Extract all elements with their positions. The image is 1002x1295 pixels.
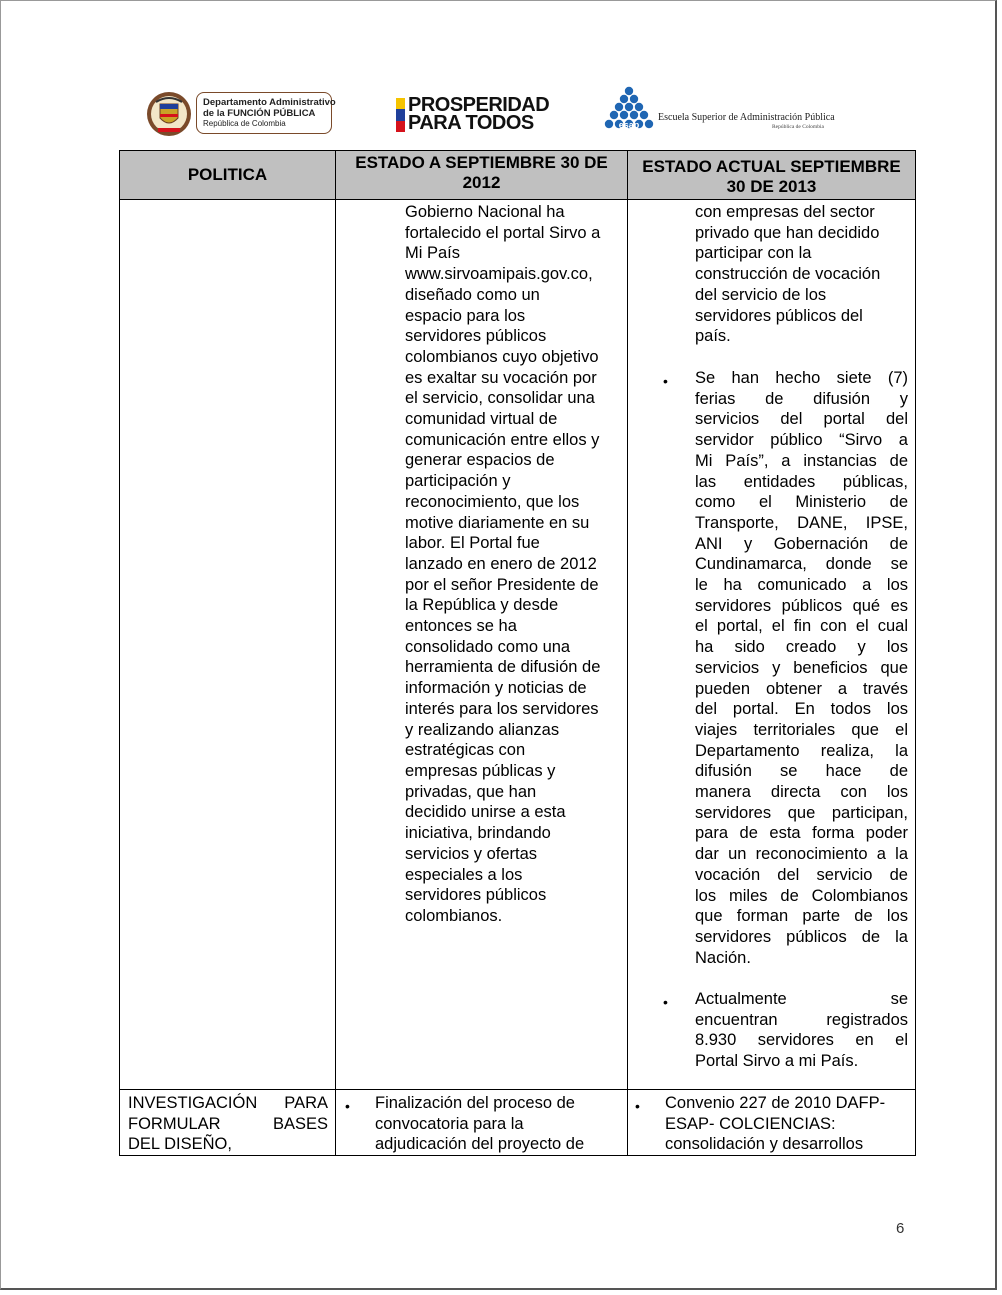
text-line: decidido unirse a esta <box>405 803 566 822</box>
text-line: servicios y beneficios que <box>695 658 908 677</box>
row1-col3-bullet2 <box>695 989 908 1072</box>
text-line: privadas, que han <box>405 782 537 801</box>
text-line: las entidades públicas, <box>695 472 908 491</box>
text-line: pueden obtener a través <box>695 679 908 698</box>
text-line: con empresas del sector <box>695 203 875 221</box>
text-line: el portal, el fin con el cual <box>695 617 908 636</box>
text-line: dar un reconocimiento a la <box>695 845 908 864</box>
header-estado-2012: ESTADO A SEPTIEMBRE 30 DE 2012 <box>335 150 628 200</box>
dafp-logo <box>146 90 334 138</box>
text-line: servicios y ofertas <box>405 844 538 863</box>
text-line: espacio para los <box>405 306 526 325</box>
table-border-right <box>915 200 916 1156</box>
bullet-2: • <box>663 994 668 1010</box>
text-line: servidores que participan, <box>695 803 908 822</box>
text-line: servidores públicos de la <box>695 927 908 946</box>
text-line: motive diariamente en su <box>405 513 590 532</box>
text-line: consolidado como una <box>405 637 571 656</box>
text-line: Departamento realiza, la <box>695 741 908 760</box>
text-line: Cundinamarca, donde se <box>695 555 908 574</box>
page-number: 6 <box>896 1220 905 1237</box>
text-line: privado que han decidido <box>695 223 880 242</box>
header-estado-2013: ESTADO ACTUAL SEPTIEMBRE 30 DE 2013 <box>627 150 916 200</box>
text-line: los miles de Colombianos <box>695 886 908 905</box>
prosperidad-line-2: PARA TODOS <box>408 112 534 134</box>
text-line: ESAP- COLCIENCIAS: <box>665 1114 836 1133</box>
text-line: vocación del servicio de <box>695 865 908 884</box>
text-line: comunicación entre ellos y <box>405 430 600 449</box>
text-line: servicios del portal del <box>695 410 908 429</box>
text-line: fortalecido el portal Sirvo a <box>405 223 601 242</box>
prosperidad-logo <box>396 96 548 136</box>
text-line: labor. El Portal fue <box>405 534 540 553</box>
text-line: encuentran registrados <box>695 1010 908 1029</box>
text-line: convocatoria para la <box>375 1114 524 1133</box>
text-line: del portal. En todos los <box>695 700 908 719</box>
text-line: herramienta de difusión de <box>405 658 601 677</box>
table-divider-1 <box>335 200 336 1156</box>
text-line: Gobierno Nacional ha <box>405 203 565 221</box>
text-line: especiales a los <box>405 865 523 884</box>
svg-text:esap: esap <box>618 120 640 130</box>
text-line: ha sido creado y los <box>695 638 908 657</box>
dafp-line-1: Departamento Administrativo <box>203 97 336 108</box>
text-line: reconocimiento, que los <box>405 492 580 511</box>
text-line: para de esta forma poder <box>695 824 908 843</box>
text-line: lanzado en enero de 2012 <box>405 554 597 573</box>
text-line: construcción de vocación <box>695 265 881 284</box>
text-line: servidores públicos del <box>695 306 863 325</box>
esap-pyramid-icon <box>602 86 656 132</box>
text-line: servidores públicos <box>405 327 547 346</box>
text-line: ferias de difusión y <box>695 389 908 408</box>
text-line: como el Ministerio de <box>695 493 908 512</box>
text-line: iniciativa, brindando <box>405 824 551 843</box>
text-line: Transporte, DANE, IPSE, <box>695 513 908 532</box>
table-divider-2 <box>627 200 628 1156</box>
text-line: manera directa con los <box>695 783 908 802</box>
text-line: Convenio 227 de 2010 DAFP- <box>665 1094 886 1112</box>
text-line: www.sirvoamipais.gov.co, <box>405 265 593 284</box>
prosperidad-text <box>408 96 549 132</box>
text-line: viajes territoriales que el <box>695 720 908 739</box>
row2-col2-text <box>375 1093 623 1155</box>
table-border-left <box>119 200 120 1156</box>
text-line: diseñado como un <box>405 285 540 304</box>
text-line: que forman parte de los <box>695 907 908 926</box>
text-line: Finalización del proceso de <box>375 1094 575 1112</box>
text-line: empresas públicas y <box>405 761 556 780</box>
text-line: servidores públicos <box>405 886 547 905</box>
text-line: estratégicas con <box>405 741 526 760</box>
text-line: Portal Sirvo a mi País. <box>695 1052 859 1071</box>
dafp-text-box <box>196 92 336 134</box>
text-line: FORMULAR BASES <box>128 1114 328 1133</box>
esap-logo <box>602 86 842 136</box>
text-line: comunidad virtual de <box>405 410 558 429</box>
text-line: servidor público “Sirvo a <box>695 431 908 450</box>
text-line: información y noticias de <box>405 679 587 698</box>
text-line: interés para los servidores <box>405 699 599 718</box>
text-line: consolidación y desarrollos <box>665 1135 864 1154</box>
text-line: entonces se ha <box>405 617 517 636</box>
text-line: adjudicación del proyecto de <box>375 1135 585 1154</box>
row2-col1-text <box>128 1093 328 1155</box>
text-line: colombianos cuyo objetivo <box>405 347 599 366</box>
text-line: le ha comunicado a los <box>695 576 908 595</box>
text-line: ANI y Gobernación de <box>695 534 908 553</box>
text-line: y realizando alianzas <box>405 720 560 739</box>
text-line: participar con la <box>695 244 812 263</box>
text-line: 8.930 servidores en el <box>695 1031 908 1050</box>
bullet-1: • <box>663 373 668 389</box>
text-line: participación y <box>405 472 511 491</box>
text-line: generar espacios de <box>405 451 555 470</box>
text-line: es exaltar su vocación por <box>405 368 597 387</box>
politics-table <box>119 150 916 1156</box>
text-line: por el señor Presidente de <box>405 575 599 594</box>
prosperidad-line-1: PROSPERIDAD <box>408 94 550 116</box>
dafp-line-2: de la FUNCIÓN PÚBLICA <box>203 108 316 119</box>
text-line: Actualmente se <box>695 990 908 1008</box>
esap-subtitle: República de Colombia <box>772 124 824 130</box>
text-line: Nación. <box>695 948 751 967</box>
text-line: país. <box>695 327 731 346</box>
text-line: Mi País <box>405 244 461 263</box>
row2-col2-bullet: • <box>345 1098 350 1114</box>
text-line: INVESTIGACIÓN PARA <box>128 1094 328 1112</box>
table-border-bottom <box>119 1155 916 1156</box>
text-line: colombianos. <box>405 906 503 925</box>
esap-name: Escuela Superior de Administración Pública <box>658 112 835 123</box>
text-line: Mi País”, a instancias de <box>695 451 908 470</box>
text-line: Se han hecho siete (7) <box>695 369 908 387</box>
text-line: difusión se hace de <box>695 762 908 781</box>
header-politica: POLITICA <box>119 150 336 200</box>
text-line: del servicio de los <box>695 285 827 304</box>
text-line: DEL DISEÑO, <box>128 1135 232 1154</box>
row2-col3-text <box>665 1093 911 1155</box>
text-line: el servicio, consolidar una <box>405 389 595 408</box>
text-line: la República y desde <box>405 596 559 615</box>
text-line: servidores públicos qué es <box>695 596 908 615</box>
colombia-seal-icon <box>146 90 192 138</box>
row2-col3-bullet: • <box>635 1098 640 1114</box>
dafp-line-3: República de Colombia <box>203 119 286 128</box>
row1-col2-text <box>405 202 621 927</box>
colombia-flag-icon <box>396 98 405 132</box>
row1-col3-bullet1 <box>695 368 908 968</box>
row-divider <box>119 1089 916 1090</box>
row1-col3-intro <box>695 202 909 347</box>
